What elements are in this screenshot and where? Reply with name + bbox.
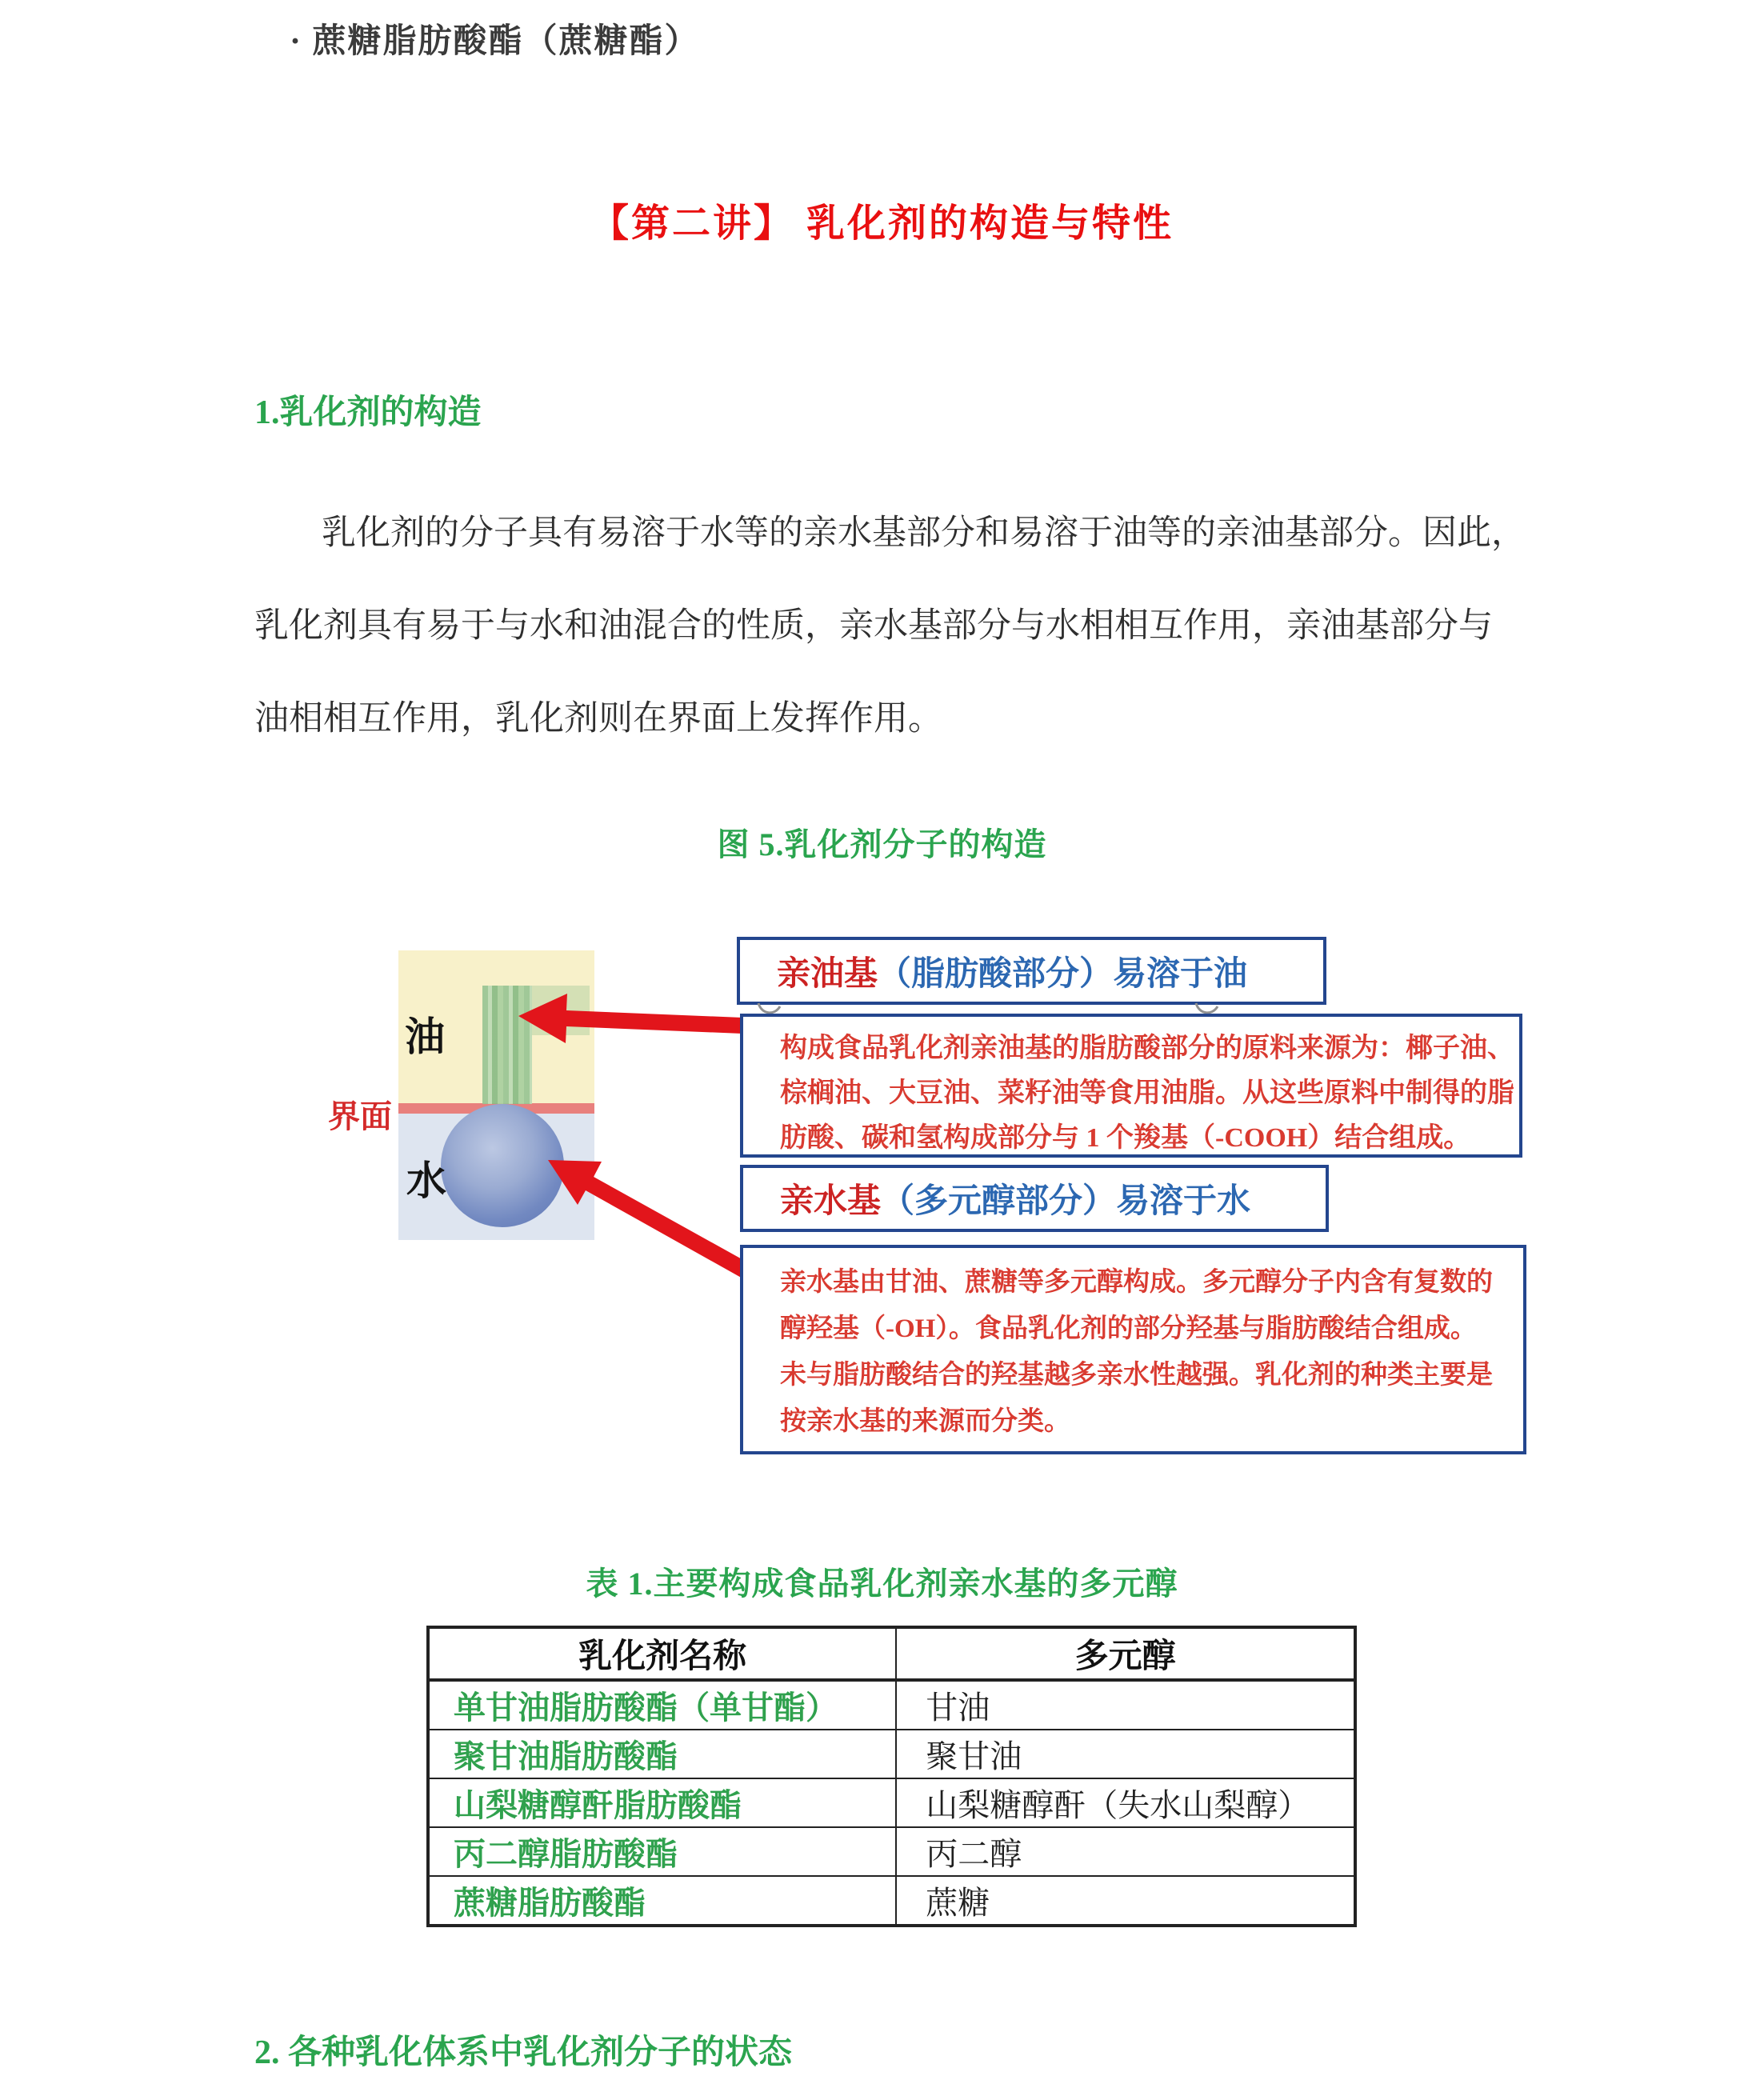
table-row (428, 1778, 1355, 1827)
table-header-emulsifier: 乳化剂名称 (428, 1627, 896, 1680)
table-header-row (428, 1627, 1355, 1680)
emulsifier-name-cell: 蔗糖脂肪酸酯 (428, 1876, 896, 1926)
interface-label: 界面 (328, 1098, 392, 1134)
hydrophilic-description-line: 按亲水基的来源而分类。 (780, 1407, 1070, 1436)
section-1-heading: 1.乳化剂的构造 (254, 394, 482, 431)
lipophilic-description-line: 棕榈油、大豆油、菜籽油等食用油脂。从这些原料中制得的脂 (780, 1078, 1514, 1108)
hydrophilic-description-line: 亲水基由甘油、蔗糖等多元醇构成。多元醇分子内含有复数的 (780, 1268, 1493, 1297)
hydrophilic-head-sphere (441, 1104, 564, 1227)
hydrophilic-title-box (740, 1165, 1329, 1232)
hydrophilic-term: 亲水基 (780, 1183, 882, 1220)
table-row (428, 1730, 1355, 1778)
table-row (428, 1876, 1355, 1926)
table-row (428, 1680, 1355, 1730)
hydrophilic-description-box (740, 1245, 1526, 1454)
hydrophilic-description-line: 未与脂肪酸结合的羟基越多亲水性越强。乳化剂的种类主要是 (780, 1361, 1493, 1390)
lipophilic-term: 亲油基 (777, 955, 878, 993)
body-paragraph-line: 油相相互作用，乳化剂则在界面上发挥作用。 (254, 700, 942, 738)
table-caption: 表 1.主要构成食品乳化剂亲水基的多元醇 (586, 1566, 1178, 1602)
section-2-heading: 2. 各种乳化体系中乳化剂分子的状态 (254, 2034, 793, 2071)
body-paragraph-line: 乳化剂的分子具有易溶于水等的亲水基部分和易溶于油等的亲油基部分。因此， (322, 514, 1526, 552)
polyol-cell: 聚甘油 (896, 1730, 1355, 1778)
polyol-cell: 蔗糖 (896, 1876, 1355, 1926)
polyol-table (426, 1626, 1357, 1927)
emulsifier-name-cell: 聚甘油脂肪酸酯 (428, 1730, 896, 1778)
body-paragraph-line: 乳化剂具有易于与水和油混合的性质，亲水基部分与水相相互作用，亲油基部分与 (254, 607, 1493, 645)
lipophilic-description-line: 肪酸、碳和氢构成部分与 1 个羧基（-COOH）结合组成。 (780, 1123, 1471, 1153)
table-row (428, 1827, 1355, 1876)
figure-caption: 图 5.乳化剂分子的构造 (717, 826, 1047, 862)
water-label: 水 (406, 1158, 446, 1203)
polyol-cell: 丙二醇 (896, 1827, 1355, 1876)
oil-label: 油 (405, 1014, 445, 1059)
polyol-cell: 山梨糖醇酐（失水山梨醇） (896, 1778, 1355, 1827)
emulsifier-name-cell: 山梨糖醇酐脂肪酸酯 (428, 1778, 896, 1827)
lipophilic-tail-bar (482, 986, 532, 1104)
lipophilic-tail-glow (532, 986, 590, 1035)
emulsifier-name-cell: 单甘油脂肪酸酯（单甘酯） (428, 1680, 896, 1730)
page-title: 【第二讲】 乳化剂的构造与特性 (590, 202, 1174, 245)
hydrophilic-description-line: 醇羟基（-OH）。食品乳化剂的部分羟基与脂肪酸结合组成。 (780, 1314, 1477, 1343)
lipophilic-title-rest: （脂肪酸部分）易溶于油 (878, 955, 1248, 993)
hydrophilic-title-rest: （多元醇部分）易溶于水 (881, 1183, 1251, 1220)
bullet-item: · 蔗糖脂肪酸酯（蔗糖酯） (290, 23, 700, 60)
polyol-cell: 甘油 (896, 1680, 1355, 1730)
lipophilic-description-line: 构成食品乳化剂亲油基的脂肪酸部分的原料来源为：椰子油、 (780, 1034, 1514, 1063)
lipophilic-description-box (740, 1014, 1522, 1158)
oil-water-diagram (398, 950, 594, 1240)
emulsifier-name-cell: 丙二醇脂肪酸酯 (428, 1827, 896, 1876)
table-header-polyol: 多元醇 (896, 1627, 1355, 1680)
lipophilic-title-box (737, 937, 1326, 1005)
